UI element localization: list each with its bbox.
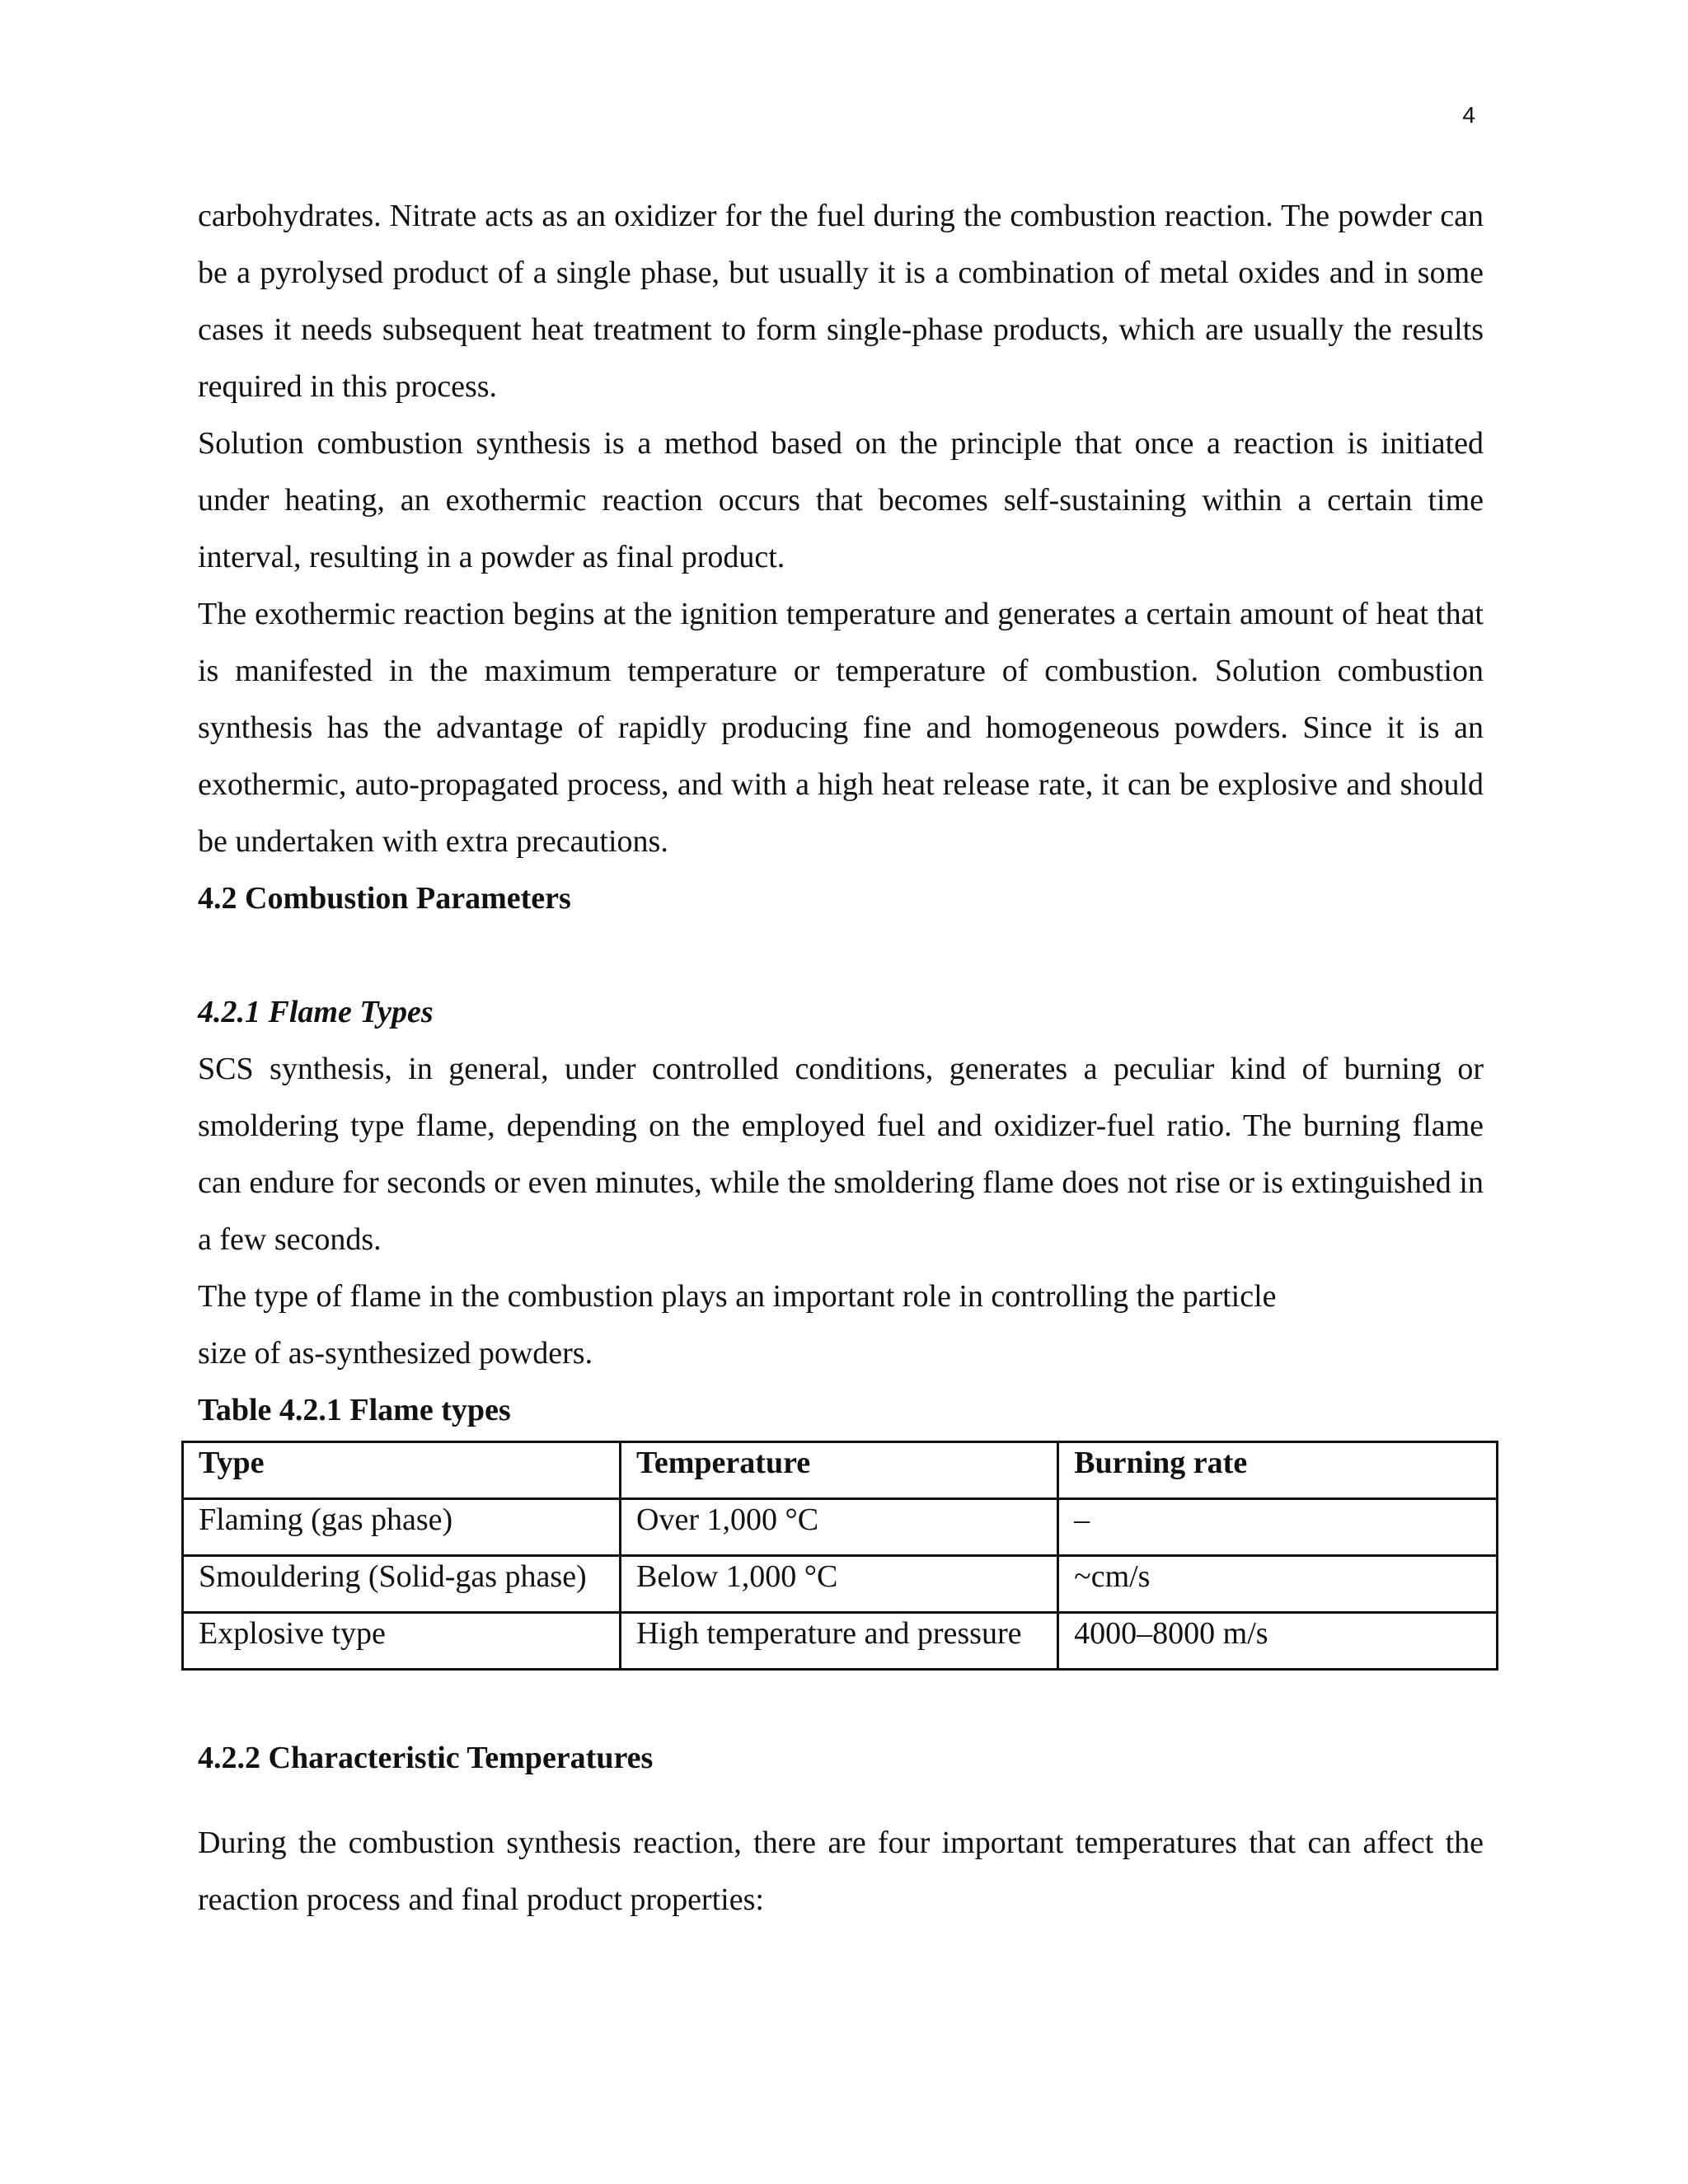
table-cell-temperature: Over 1,000 °C	[621, 1499, 1058, 1556]
paragraph-four-temperatures: During the combustion synthesis reaction, there are four important temperatures that can affect the reaction process and final product properties:	[198, 1825, 1484, 1917]
flame-types-table	[181, 1441, 1498, 1671]
column-header-temperature: Temperature	[621, 1442, 1058, 1499]
table-cell-burning-rate: –	[1058, 1499, 1498, 1556]
paragraph-carbohydrates: carbohydrates. Nitrate acts as an oxidizer for the fuel during the combustion reaction. The powder can be a pyrolysed product of a single phase, but usually it is a combination of metal oxides and in some cases it needs subsequent heat treatment to form single-phase products, which are usually the results required in this process.	[198, 199, 1484, 404]
table-cell-burning-rate: ~cm/s	[1058, 1556, 1498, 1613]
paragraph-flame-role-line-2: size of as-synthesized powders.	[198, 1336, 593, 1371]
column-header-type: Type	[183, 1442, 621, 1499]
section-heading-characteristic-temperatures: 4.2.2 Characteristic Temperatures	[198, 1741, 654, 1775]
page-content	[198, 188, 1484, 1929]
table-row	[183, 1499, 1498, 1556]
paragraph-exothermic-reaction: The exothermic reaction begins at the ignition temperature and generates a certain amount of heat that is manifested in the maximum temperature or temperature of combustion. Solution combustion synthesis has the advantage of rapidly producing fine and homogeneous powders. Since it is an exothermic, auto-propagated process, and with a high heat release rate, it can be explosive and should be undertaken with extra precautions.	[198, 597, 1484, 859]
paragraph-scs-synthesis: SCS synthesis, in general, under controlled conditions, generates a peculiar kind of burning or smoldering type flame, depending on the employed fuel and oxidizer-fuel ratio. The burning flame can endure for seconds or even minutes, while the smoldering flame does not rise or is extinguished in a few seconds.	[198, 1052, 1484, 1257]
table-cell-burning-rate: 4000–8000 m/s	[1058, 1613, 1498, 1670]
table-cell-type: Smouldering (Solid-gas phase)	[183, 1556, 621, 1613]
table-cell-temperature: High temperature and pressure	[621, 1613, 1058, 1670]
spacer	[198, 1671, 1484, 1730]
table-row	[183, 1556, 1498, 1613]
paragraph-flame-role-line-1: The type of flame in the combustion plays an important role in controlling the particle	[198, 1279, 1277, 1314]
section-heading-flame-types: 4.2.1 Flame Types	[198, 995, 434, 1029]
section-heading-combustion-parameters: 4.2 Combustion Parameters	[198, 881, 571, 916]
table-header-row	[183, 1442, 1498, 1499]
table-caption: Table 4.2.1 Flame types	[198, 1393, 511, 1427]
table-cell-type: Explosive type	[183, 1613, 621, 1670]
table-cell-temperature: Below 1,000 °C	[621, 1556, 1058, 1613]
spacer	[198, 927, 1484, 984]
table-cell-type: Flaming (gas phase)	[183, 1499, 621, 1556]
page-number: 4	[1462, 102, 1475, 128]
table-row	[183, 1613, 1498, 1670]
spacer	[198, 1787, 1484, 1815]
column-header-burning-rate: Burning rate	[1058, 1442, 1498, 1499]
paragraph-solution-combustion: Solution combustion synthesis is a method based on the principle that once a reaction is initiated under heating, an exothermic reaction occurs that becomes self-sustaining within a certain time interval, resulting in a powder as final product.	[198, 426, 1484, 574]
